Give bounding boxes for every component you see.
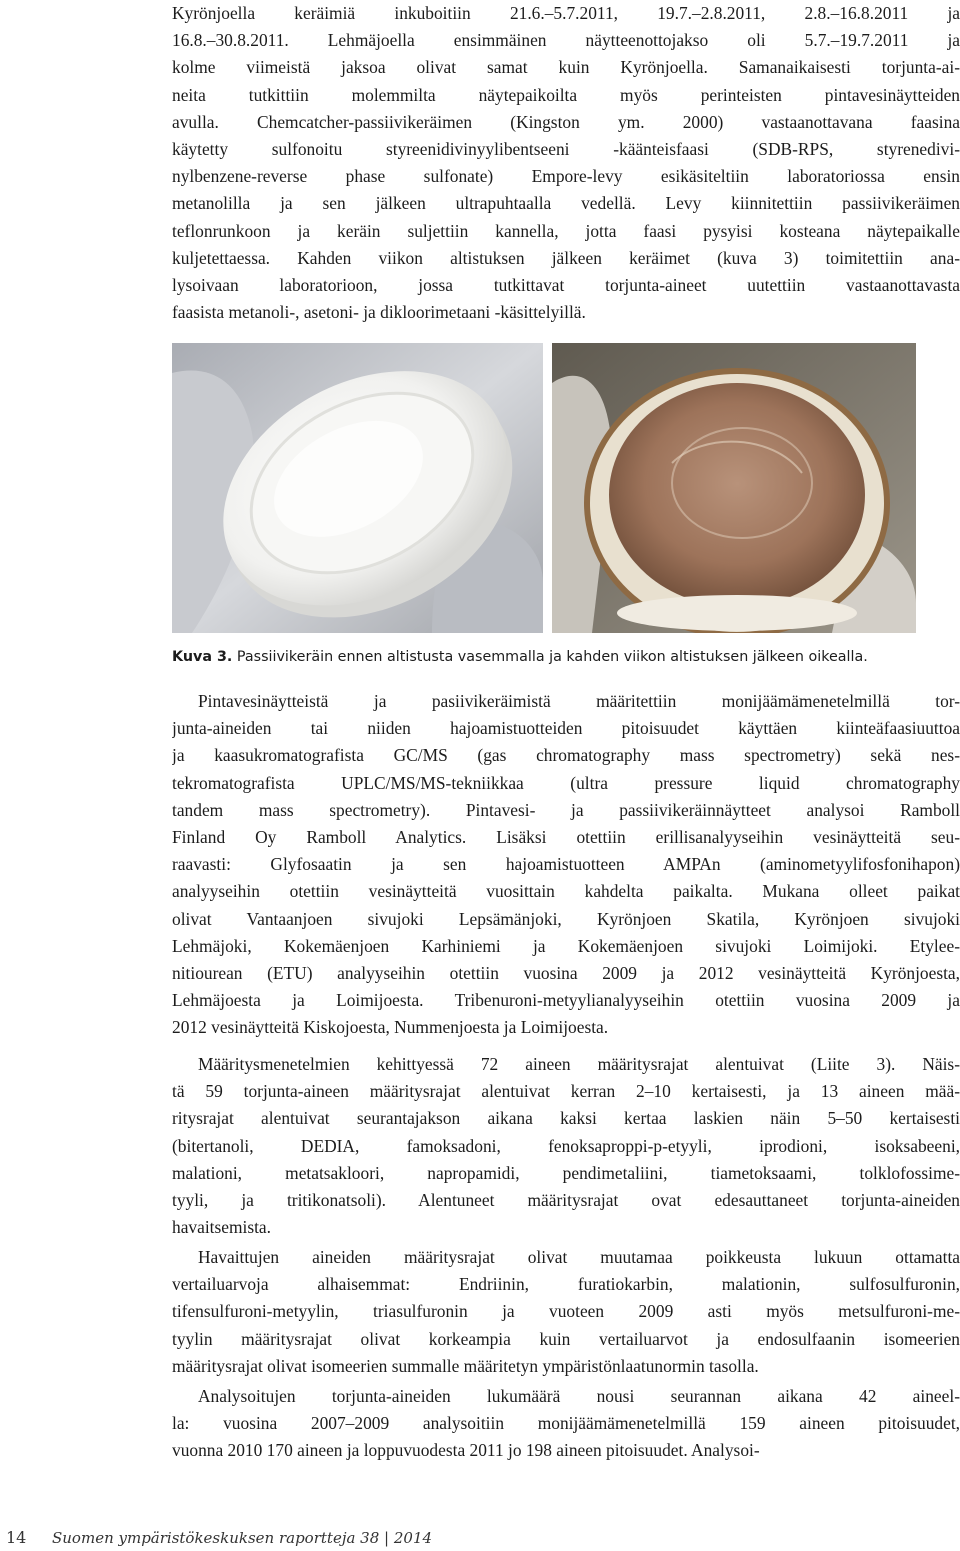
- text-line: Määritysmenetelmien kehittyessä 72 aineen määritysrajat alentuivat (Liite 3). Näis-: [198, 1054, 960, 1074]
- text-line: käytetty sulfonoitu styreenidivinyylibentseeni -käänteisfaasi (SDB-RPS, styrenedivi-: [172, 139, 960, 160]
- text-line: tä 59 torjunta-aineen määritysrajat alentuivat kerran 2–10 kertaisesti, ja 13 aineen mää-: [172, 1081, 960, 1102]
- text-line: Lehmäjoki, Kokemäenjoen Karhiniemi ja Kokemäenjoen sivujoki Loimijoki. Etylee-: [172, 935, 960, 956]
- paragraph-observed-limits: [172, 1244, 960, 1380]
- text-line: tyyli, ja tritikonatsoli). Alentuneet määritysrajat ovat edesauttaneet torjunta-aineiden: [172, 1190, 960, 1211]
- text-line: faasista metanoli-, asetoni- ja dikloorimetaani -käsittelyillä.: [172, 302, 586, 323]
- caption-text: Passiivikeräin ennen altistusta vasemmalla ja kahden viikon altistuksen jälkeen oikealla.: [232, 649, 868, 665]
- publication-title: Suomen ympäristökeskuksen raportteja 38 | 2014: [52, 1529, 433, 1547]
- text-line: neita tutkittiin molemmilta näytepaikoilta myös perinteisten pintavesinäytteiden: [172, 84, 960, 105]
- photo-exposed-sampler: [552, 343, 916, 633]
- paragraph-methods: [172, 688, 960, 1042]
- page-number: 14: [6, 1528, 27, 1547]
- text-line: kolme viimeistä jaksoa olivat samat kuin Kyrönjoella. Samanaikaisesti torjunta-ai-: [172, 57, 960, 78]
- text-line: Lehmäjoesta ja Loimijoesta. Tribenuroni-metyylianalyyseihin otettiin vuosina 2009 ja: [172, 990, 960, 1011]
- text-line: vertailuarvoja alhaisemmat: Endriinin, furatiokarbin, malationin, sulfosulfuronin,: [172, 1274, 960, 1295]
- text-line: määritysrajat olivat isomeerien summalle määritetyn ympäristönlaatunormin tasolla.: [172, 1355, 759, 1376]
- text-line: tifensulfuroni-metyylin, triasulfuronin ja vuoteen 2009 asti myös metsulfuroni-me-: [172, 1301, 960, 1322]
- intro-paragraph: [172, 0, 960, 326]
- text-line: nitiourean (ETU) analyyseihin otettiin vuosina 2009 ja 2012 vesinäytteitä Kyrönjoesta,: [172, 963, 960, 984]
- text-line: Havaittujen aineiden määritysrajat olivat muutamaa poikkeusta lukuun ottamatta: [198, 1247, 960, 1267]
- text-line: ja kaasukromatografista GC/MS (gas chromatography mass spectrometry) sekä nes-: [172, 745, 960, 766]
- caption-label: Kuva 3.: [172, 649, 233, 665]
- text-line: raavasti: Glyfosaatin ja sen hajoamistuotteen AMPAn (aminometyylifosfonihapon): [172, 854, 960, 875]
- text-line: tekromatografista UPLC/MS/MS-tekniikkaa (ultra pressure liquid chromatography: [172, 772, 960, 793]
- text-line: tyylin määritysrajat olivat korkeampia kuin vertailuarvot ja endosulfaanin isomeerien: [172, 1328, 960, 1349]
- text-line: havaitsemista.: [172, 1217, 272, 1238]
- page-footer: [0, 1525, 960, 1551]
- text-line: vuonna 2010 170 aineen ja loppuvuodesta 2011 jo 198 aineen pitoisuudet. Analysoi-: [172, 1440, 760, 1461]
- figure-caption: [172, 646, 960, 668]
- photo-unexposed-sampler: [172, 343, 543, 633]
- text-line: 16.8.–30.8.2011. Lehmäjoella ensimmäinen näytteenottojakso oli 5.7.–19.7.2011 ja: [172, 30, 960, 51]
- text-line: Finland Oy Ramboll Analytics. Lisäksi otettiin erillisanalyyseihin vesinäytteitä seu-: [172, 827, 960, 848]
- text-line: junta-aineiden tai niiden hajoamistuotteiden pitoisuudet käyttäen kiinteäfaasiuuttoa: [172, 718, 960, 739]
- text-line: ritysrajat alentuivat seurantajakson aikana kaksi kertaa laskien näin 5–50 kertaisesti: [172, 1108, 960, 1129]
- text-line: Pintavesinäytteistä ja pasiivikeräimistä määritettiin monijäämämenetelmillä tor-: [198, 691, 960, 711]
- text-line: olivat Vantaanjoen sivujoki Lepsämänjoki, Kyrönjoen Skatila, Kyrönjoen sivujoki: [172, 908, 960, 929]
- text-line: avulla. Chemcatcher-passiivikeräimen (Kingston ym. 2000) vastaanottavana faasina: [172, 111, 960, 132]
- text-line: metanolilla ja sen jälkeen ultrapuhtaalla vedellä. Levy kiinnitettiin passiivikeräimen: [172, 193, 960, 214]
- text-line: teflonrunkoon ja keräin suljettiin kannella, jotta faasi pysyisi kosteana näytepaikalle: [172, 220, 960, 241]
- text-line: nylbenzene-reverse phase sulfonate) Empore-levy esikäsiteltiin laboratoriossa ensin: [172, 166, 960, 187]
- paragraph-detection-limits: [172, 1051, 960, 1241]
- text-line: Kyrönjoella keräimiä inkuboitiin 21.6.–5.7.2011, 19.7.–2.8.2011, 2.8.–16.8.2011 ja: [172, 3, 960, 23]
- text-line: 2012 vesinäytteitä Kiskojoesta, Nummenjoesta ja Loimijoesta.: [172, 1017, 609, 1038]
- text-line: tandem mass spectrometry). Pintavesi- ja passiivikeräinnäytteet analysoi Ramboll: [172, 799, 960, 820]
- text-line: analyyseihin otettiin vesinäytteitä vuosittain kahdelta paikalta. Mukana olleet paikat: [172, 881, 960, 902]
- text-line: la: vuosina 2007–2009 analysoitiin monijäämämenetelmillä 159 aineen pitoisuudet,: [172, 1413, 960, 1434]
- text-line: Analysoitujen torjunta-aineiden lukumäärä nousi seurannan aikana 42 aineel-: [198, 1386, 960, 1406]
- text-line: (bitertanoli, DEDIA, famoksadoni, fenoksaproppi-p-etyyli, iprodioni, isoksabeeni,: [172, 1135, 960, 1156]
- text-line: lysoivaan laboratorioon, jossa tutkittavat torjunta-aineet uutettiin vastaanottavasta: [172, 275, 960, 296]
- text-line: malationi, metatsakloori, napropamidi, pendimetaliini, tiametoksaami, tolklofossime-: [172, 1162, 960, 1183]
- text-line: kuljetettaessa. Kahden viikon altistuksen jälkeen keräimet (kuva 3) toimitettiin ana-: [172, 247, 960, 268]
- paragraph-analysed-count: [172, 1383, 960, 1465]
